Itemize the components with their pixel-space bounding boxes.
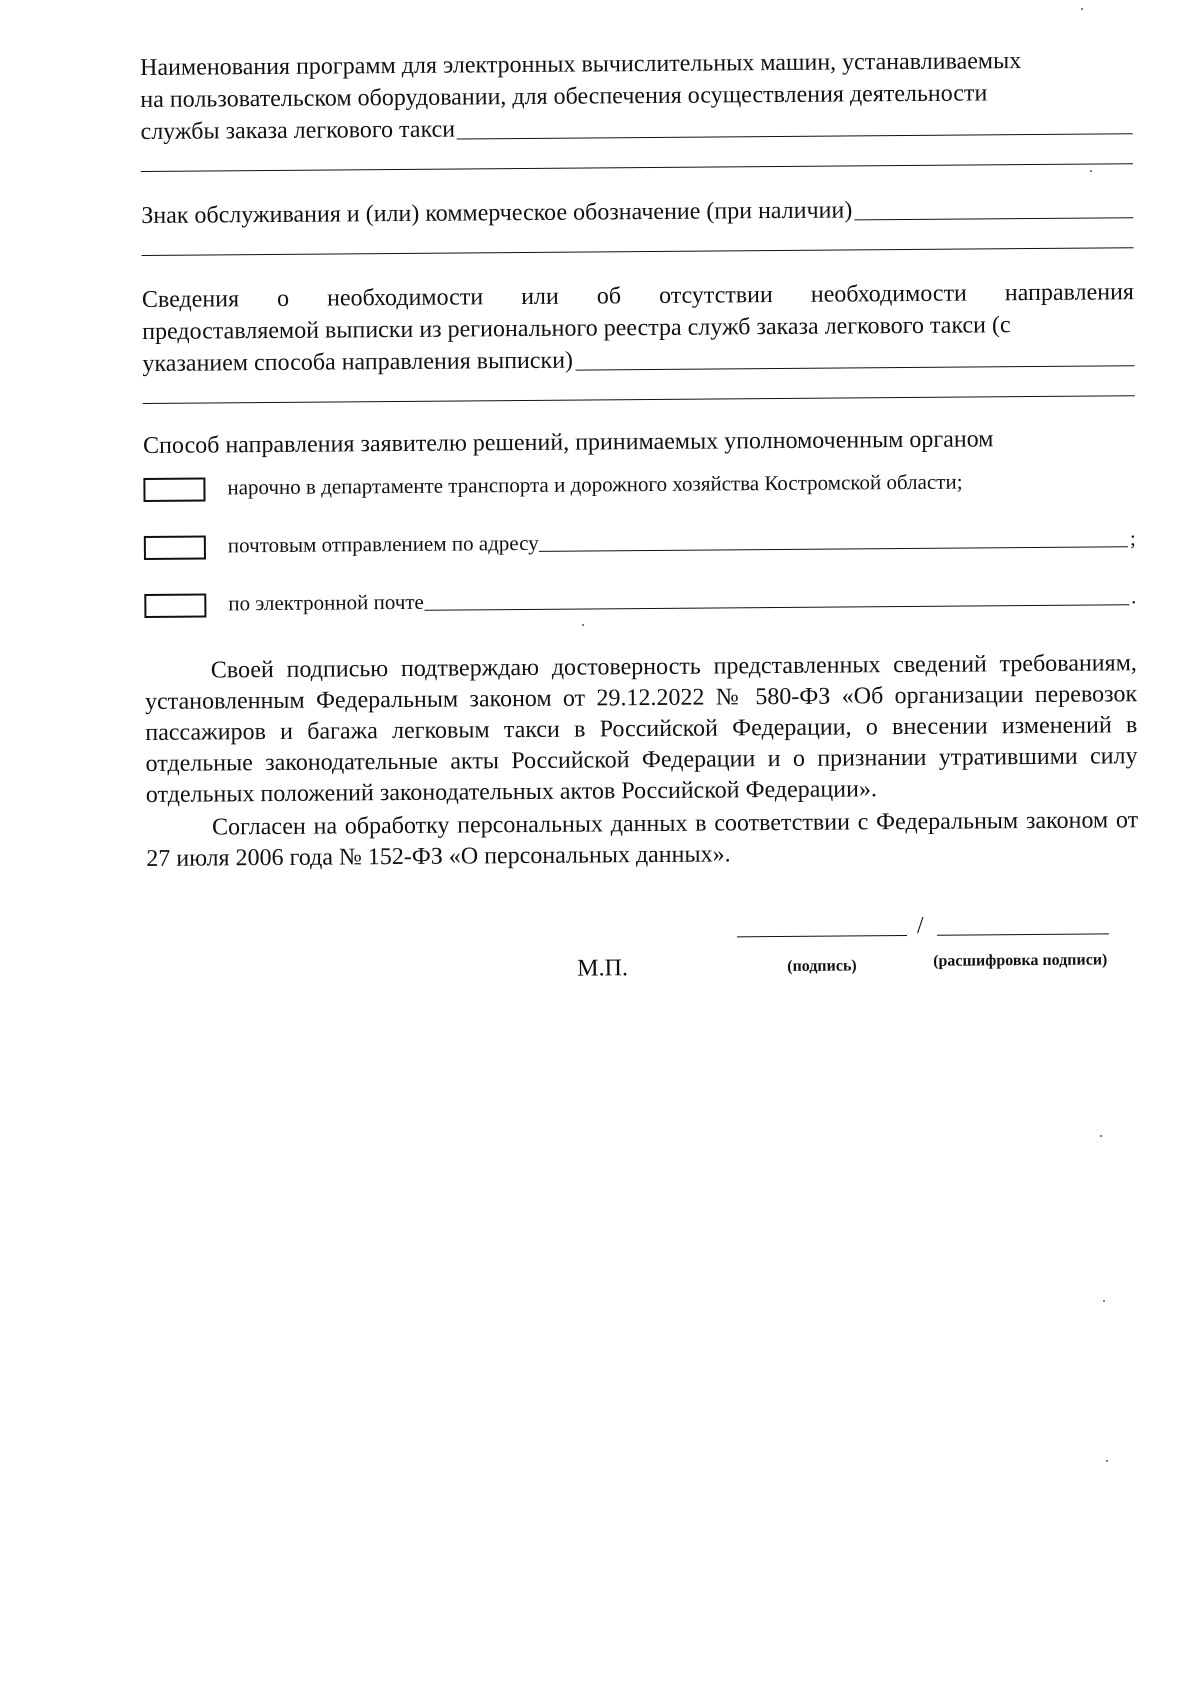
delivery-option-in-person bbox=[143, 466, 1135, 502]
extract-text-line-2: предоставляемой выписки из регионального реестра служб заказа легкового такси (с bbox=[142, 312, 1011, 345]
mail-checkbox[interactable] bbox=[144, 535, 206, 559]
extract-text-line-1: Сведения о необходимости или об отсутствии необходимости направления bbox=[141, 279, 1135, 313]
programs-input-row bbox=[141, 108, 1133, 148]
email-input-line[interactable] bbox=[424, 603, 1129, 611]
delivery-method-title: Способ направления заявителю решений, принимаемых уполномоченным органом bbox=[142, 426, 994, 459]
programs-last-line: службы заказа легкового такси bbox=[140, 116, 456, 145]
service-mark-input-row bbox=[141, 192, 1133, 232]
signature-input-line[interactable] bbox=[737, 935, 907, 937]
form-content bbox=[140, 44, 1139, 999]
email-label: по электронной почте bbox=[228, 589, 424, 616]
mail-address-input-line[interactable] bbox=[539, 545, 1128, 552]
stamp-label: М.П. bbox=[577, 955, 628, 982]
signature-decode-input-line[interactable] bbox=[937, 933, 1109, 935]
consent-text: Согласен на обработку персональных данных в соответствии с Федеральным законом от 27 июля 2006 года № 152-ФЗ «О персональных данных». bbox=[146, 807, 1139, 872]
scan-speck bbox=[1100, 1135, 1102, 1137]
scan-speck bbox=[1081, 8, 1083, 10]
signature-slash: / bbox=[916, 912, 924, 939]
signature-block bbox=[147, 911, 1140, 999]
programs-extra-line[interactable] bbox=[141, 162, 1133, 172]
programs-input-line[interactable] bbox=[457, 132, 1133, 139]
confirmation-text: Своей подписью подтверждаю достоверность представленных сведений требованиям, установленным Федеральным законом от 29.12.2022 № 580-ФЗ «Об организации перевозок пассажиров и багажа легковым такси в Российской Федерации, о внесении изменений в отдельные законодательные акты Российской Федерации и о признании утратившими силу отдельных положений законодательных актов Российской Федерации». bbox=[145, 650, 1138, 808]
confirmation-paragraph bbox=[145, 648, 1138, 811]
extract-input-row bbox=[142, 340, 1134, 380]
extract-input-line[interactable] bbox=[575, 364, 1134, 370]
programs-field bbox=[140, 44, 1133, 172]
mail-label: почтовым отправлением по адресу bbox=[227, 530, 539, 558]
service-mark-extra-line[interactable] bbox=[142, 246, 1134, 256]
email-end-mark: . bbox=[1130, 584, 1137, 609]
signature-caption: (подпись) bbox=[787, 957, 857, 975]
extract-info-field bbox=[142, 276, 1135, 404]
service-mark-field bbox=[141, 192, 1133, 256]
scan-speck bbox=[582, 624, 584, 626]
in-person-checkbox[interactable] bbox=[143, 477, 205, 501]
consent-paragraph bbox=[146, 805, 1138, 875]
mail-end-mark: ; bbox=[1129, 526, 1136, 551]
delivery-option-email bbox=[144, 582, 1136, 618]
email-checkbox[interactable] bbox=[144, 593, 206, 617]
scan-speck bbox=[1090, 170, 1092, 172]
decode-caption: (расшифровка подписи) bbox=[933, 951, 1108, 970]
in-person-label: нарочно в департаменте транспорта и дорожного хозяйства Костромской области; bbox=[227, 469, 963, 500]
service-mark-label: Знак обслуживания и (или) коммерческое обозначение (при наличии) bbox=[141, 197, 853, 229]
programs-text-line-2: на пользовательском оборудовании, для обеспечения осуществления деятельности bbox=[140, 80, 988, 113]
extract-last-line: указанием способа направления выписки) bbox=[142, 347, 574, 377]
programs-text-line-1: Наименования программ для электронных вычислительных машин, устанавливаемых bbox=[140, 48, 1022, 81]
extract-extra-line[interactable] bbox=[143, 394, 1135, 404]
scan-speck bbox=[1106, 1460, 1108, 1462]
scan-speck bbox=[1103, 1300, 1105, 1302]
delivery-option-mail bbox=[144, 524, 1136, 560]
service-mark-input-line[interactable] bbox=[854, 216, 1133, 220]
